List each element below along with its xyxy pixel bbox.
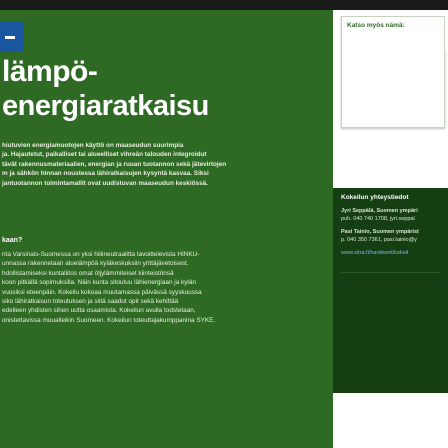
body-line: unnassa rakennetaan aluelämpöä kyläkeskuksiin yrittäjävetoisest. xyxy=(2,260,189,268)
intro-line: ja. Hajautetut, paikalliset tai alueelliset vihreän talouden integroidut xyxy=(2,151,207,159)
contacts-box xyxy=(333,188,448,393)
section-heading: kaan? xyxy=(2,237,23,244)
top-bar xyxy=(0,0,448,10)
intro-line: m ja sähkön hinnan noustessa lähiratkaisujen kysyntä kasvaa. Siksi xyxy=(2,170,209,178)
sidebar xyxy=(333,10,448,448)
contact-detail[interactable]: p. 040 350 7361, pasi.tainio@y xyxy=(341,237,417,243)
see-also-title: Katso myös nämä: xyxy=(347,22,405,29)
headline-line-1: lämpö- xyxy=(2,55,98,88)
contact-name: Jyri Seppälä, Suomen ympäri xyxy=(341,208,418,214)
body-line: koon pitkällä sopimuksilla. Näin kunta sitoutuu lähienergiaan ja kylän xyxy=(2,279,196,287)
body-line: hdollistamiseksi kuntaliitos omat öljylämmiteiset kiinteistönsä xyxy=(2,269,174,277)
body-line: edelleen yhdisten sihen uutta osaamista. Kokeilun avulla todstetaan, xyxy=(2,307,196,315)
intro-line: jantuotannon toimintamallit ovat uudistuvan maaseudun keskiössä. xyxy=(2,179,208,187)
body-line: vuosiksi eteenpäin. Kokeilu kokoaa muutamassa päivässä syyskuussa xyxy=(2,288,202,296)
contacts-title: Kokeilun yhteystiedot xyxy=(341,194,409,201)
intro-line: tävät rakennusmateriaalien, energian ja ruuan tuotannon sekä jätevirtojen xyxy=(2,160,227,168)
logo-icon[interactable] xyxy=(0,22,24,52)
see-also-box xyxy=(341,16,445,128)
intro-paragraph xyxy=(2,141,327,188)
intro-line: hiutuvien energiamuotojen käyttö on maaseudun suurimpia xyxy=(2,142,184,149)
logo-dash-icon xyxy=(5,36,15,39)
contact-name: Pasi Tainio, Suomen ympärist xyxy=(341,229,419,235)
body-line: nta Varsinais-Suomessa on yksi hiilineutraalitta tavoittelevista HINKU- xyxy=(2,251,200,258)
body-line: onistettavissa muualleikin Suomeen. Kokeilun toteuttajakumppanina SYKE. xyxy=(2,316,216,324)
project-link[interactable]: www.sitra.fi/hankkeet/kokeil xyxy=(341,250,409,256)
article-panel xyxy=(0,10,333,448)
contacts-divider xyxy=(341,272,441,380)
body-line: siko lähiratkaisun toteutuksen ja siitä saadut opit sekä kehittää xyxy=(2,298,179,306)
contact-detail[interactable]: puh. 040 740 1708, jyri.seppal xyxy=(341,216,415,222)
headline-line-2: energiaratkaisu xyxy=(2,90,209,122)
body-paragraph xyxy=(2,250,327,325)
